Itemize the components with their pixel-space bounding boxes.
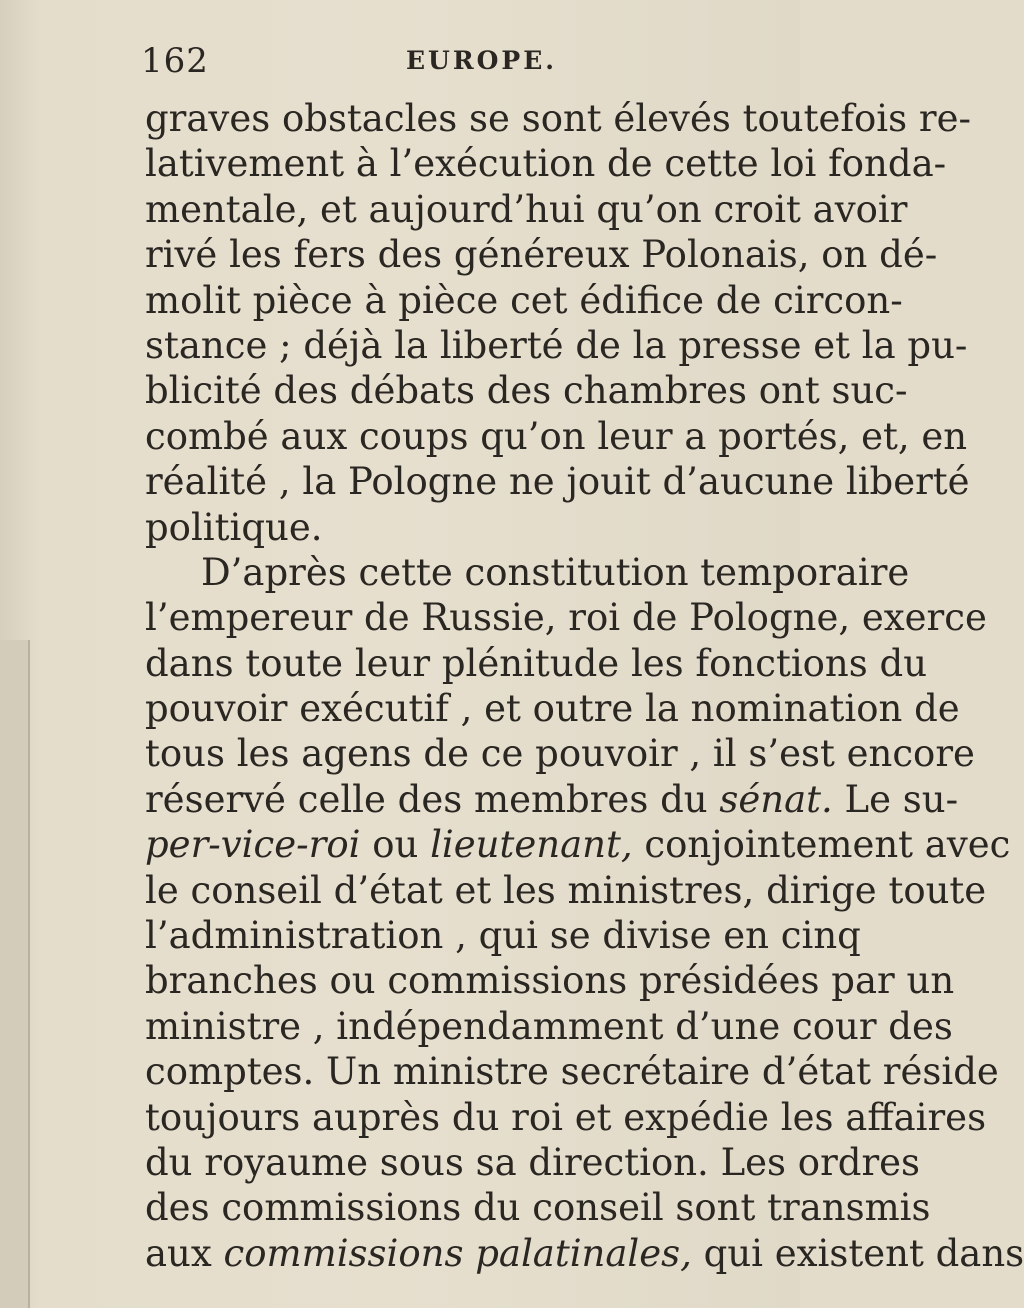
italic-term-vice-roi: per-vice-roi xyxy=(145,823,361,867)
text-segment: conjointement avec xyxy=(632,823,1011,867)
text-line: toujours auprès du roi et expédie les affaires xyxy=(145,1095,987,1139)
text-line: stance ; déjà la liberté de la presse et la pu- xyxy=(145,323,968,367)
text-line: comptes. Un ministre secrétaire d’état réside xyxy=(145,1050,999,1094)
text-line: l’empereur de Russie, roi de Pologne, exerce xyxy=(145,596,987,640)
text-line: tous les agens de ce pouvoir , il s’est encore xyxy=(145,732,975,776)
text-line: mentale, et aujourd’hui qu’on croit avoir xyxy=(145,187,908,231)
italic-term-senat: sénat. xyxy=(719,777,833,821)
text-segment: réservé celle des membres du xyxy=(145,777,720,821)
page-header xyxy=(0,36,800,86)
italic-term-lieutenant: lieutenant, xyxy=(430,823,633,867)
text-line: le conseil d’état et les ministres, dirige toute xyxy=(145,868,987,912)
text-line: molit pièce à pièce cet édifice de circon- xyxy=(145,278,903,322)
text-segment: Le su- xyxy=(832,777,959,821)
text-segment: ou xyxy=(360,823,431,867)
text-line: réalité , la Pologne ne jouit d’aucune liberté xyxy=(145,460,970,504)
text-line: du royaume sous sa direction. Les ordres xyxy=(145,1140,921,1184)
text-line: rivé les fers des généreux Polonais, on dé- xyxy=(145,233,938,277)
text-line: blicité des débats des chambres ont suc- xyxy=(145,369,908,413)
text-line-mixed xyxy=(145,777,959,822)
text-line: branches ou commissions présidées par un xyxy=(145,959,955,1003)
text-line: lativement à l’exécution de cette loi fonda- xyxy=(145,142,947,186)
text-line-mixed xyxy=(145,822,1011,867)
text-line: dans toute leur plénitude les fonctions du xyxy=(145,641,928,685)
body-text xyxy=(145,96,1024,1276)
text-line: combé aux coups qu’on leur a portés, et, en xyxy=(145,414,968,458)
text-line: ministre , indépendamment d’une cour des xyxy=(145,1004,953,1048)
text-segment: aux xyxy=(145,1231,224,1275)
text-line-mixed xyxy=(145,1231,1024,1276)
text-segment: qui existent dans xyxy=(691,1231,1024,1275)
text-line: politique. xyxy=(145,505,323,549)
page-number: 162 xyxy=(141,41,209,81)
text-line: pouvoir exécutif , et outre la nomination de xyxy=(145,687,960,731)
text-line: l’administration , qui se divise en cinq xyxy=(145,914,861,958)
text-line: graves obstacles se sont élevés toutefois re- xyxy=(145,97,971,140)
adjacent-page-edge xyxy=(0,640,30,1308)
text-line: des commissions du conseil sont transmis xyxy=(145,1186,931,1230)
text-line-indented: D’après cette constitution temporaire xyxy=(201,550,910,594)
running-title: EUROPE. xyxy=(406,46,557,75)
italic-term-commissions-palatinales: commissions palatinales, xyxy=(223,1231,692,1275)
